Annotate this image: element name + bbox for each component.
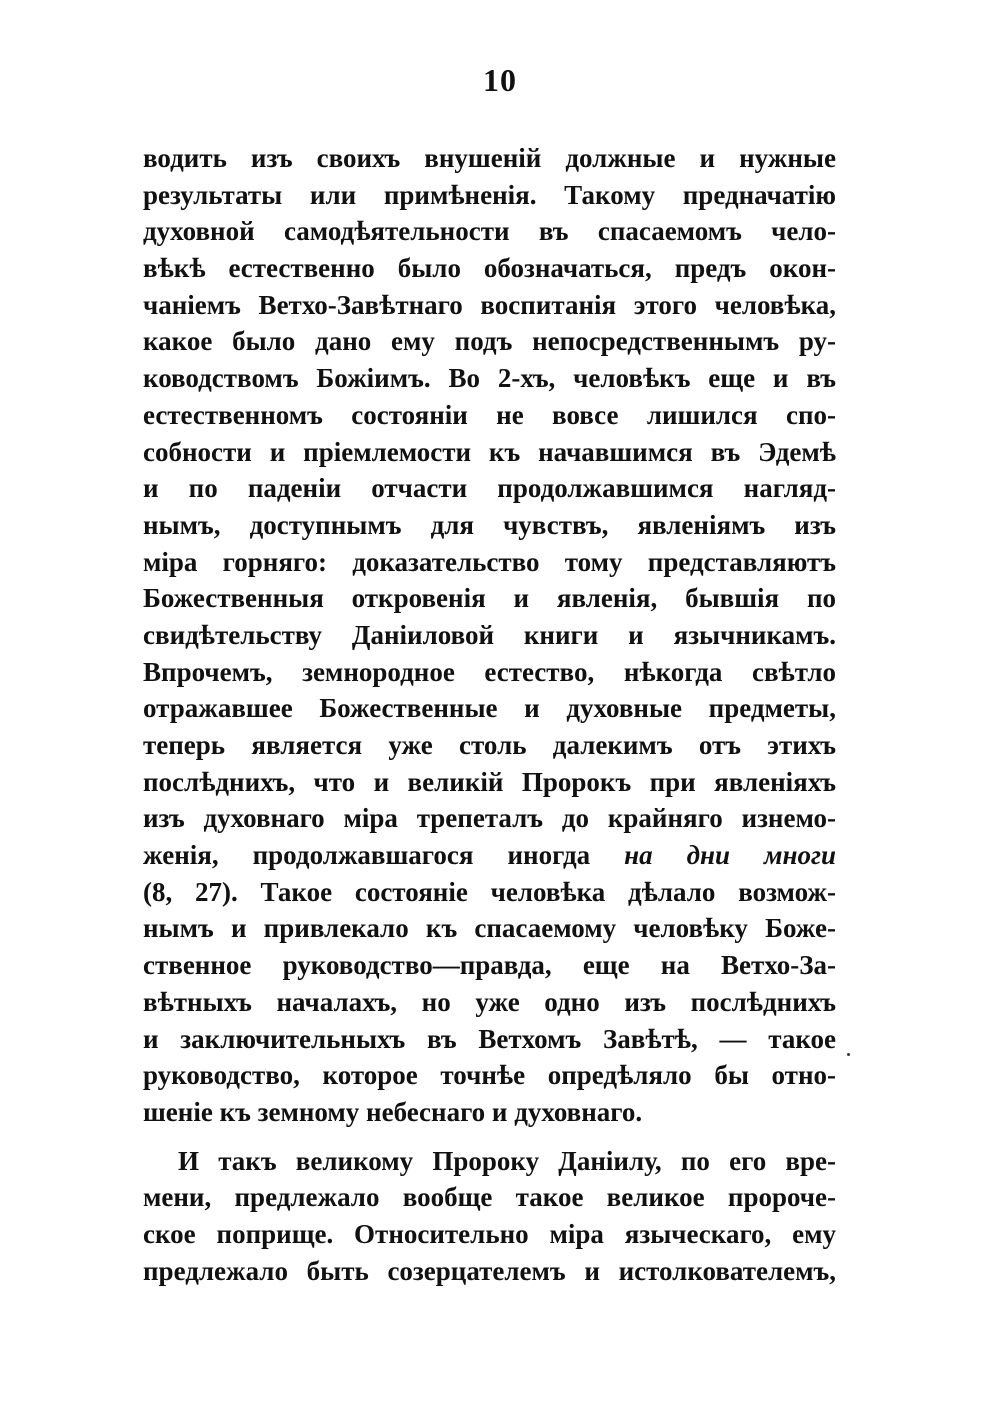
page-number: 10	[483, 62, 517, 98]
text-line: духовной самодѣятельности въ спасаемомъ чело-	[143, 216, 836, 247]
text-line: нымъ, доступнымъ для чувствъ, явленіямъ изъ	[143, 509, 836, 540]
text-line: ководствомъ Божіимъ. Во 2-хъ, человѣкъ еще и въ	[143, 363, 836, 394]
text-line: И такъ великому Пророку Даніилу, по его вре-	[178, 1145, 836, 1176]
text-line: Впрочемъ, земнородное естество, нѣкогда свѣтло	[143, 656, 836, 687]
print-speck	[847, 1053, 850, 1056]
text-line: послѣднихъ, что и великій Пророкъ при явленіяхъ	[143, 766, 836, 797]
text-line: нымъ и привлекало къ спасаемому человѣку Боже-	[143, 913, 836, 944]
paragraph-2	[143, 1143, 836, 1290]
text-line: руководство, которое точнѣе опредѣляло бы отно-	[143, 1060, 836, 1091]
text-line: Божественныя откровенія и явленія, бывшія по	[143, 583, 836, 614]
text-line: предлежало быть созерцателемъ и истолкователемъ,	[143, 1255, 836, 1286]
text-line: ственное руководство—правда, еще на Ветхо-За-	[143, 950, 836, 981]
text-line: отражавшее Божественные и духовные предметы,	[143, 693, 836, 724]
text-line: теперь является уже столь далекимъ отъ этихъ	[143, 730, 836, 760]
paragraph-gap	[143, 1131, 836, 1143]
text-line: изъ духовнаго міра трепеталъ до крайняго изнемо-	[143, 803, 836, 834]
text-line: результаты или примѣненія. Такому предначатію	[143, 179, 836, 210]
text-line: собности и пріемлемости къ начавшимся въ Эдемѣ	[143, 436, 836, 467]
text-line: какое было дано ему подъ непосредственнымъ ру-	[143, 326, 836, 357]
text-line: и по паденіи отчасти продолжавшимся нагляд-	[143, 473, 836, 504]
text-line: и заключительныхъ въ Ветхомъ Завѣтѣ, — такое	[143, 1023, 836, 1054]
text-line: шеніе къ земному небеснаго и духовнаго.	[143, 1096, 643, 1127]
text-line: міра горняго: доказательство тому представляютъ	[143, 546, 836, 577]
text-line: (8, 27). Такое состояніе человѣка дѣлало возмож-	[143, 876, 836, 907]
text-line: вѣтныхъ началахъ, но уже одно изъ послѣднихъ	[143, 986, 836, 1017]
text-line: чаніемъ Ветхо-Завѣтнаго воспитанія этого человѣка,	[143, 289, 836, 320]
paragraph-1	[143, 140, 836, 1131]
text-segment: женія, продолжавшагося иногда	[143, 840, 591, 871]
text-line: ское поприще. Относительно міра языческаго, ему	[143, 1218, 836, 1249]
body-text	[143, 140, 836, 1289]
text-line: водить изъ своихъ внушеній должные и нужные	[143, 143, 836, 173]
text-line: свидѣтельству Даніиловой книги и язычникамъ.	[143, 619, 836, 650]
italic-phrase: на дни многи	[624, 840, 837, 871]
text-line: мени, предлежало вообще такое великое пророче-	[143, 1182, 836, 1213]
text-line-with-italic	[143, 837, 836, 874]
text-line: вѣкѣ естественно было обозначаться, предъ окон-	[143, 253, 836, 284]
text-line: естественномъ состояніи не вовсе лишился спо-	[143, 399, 836, 430]
